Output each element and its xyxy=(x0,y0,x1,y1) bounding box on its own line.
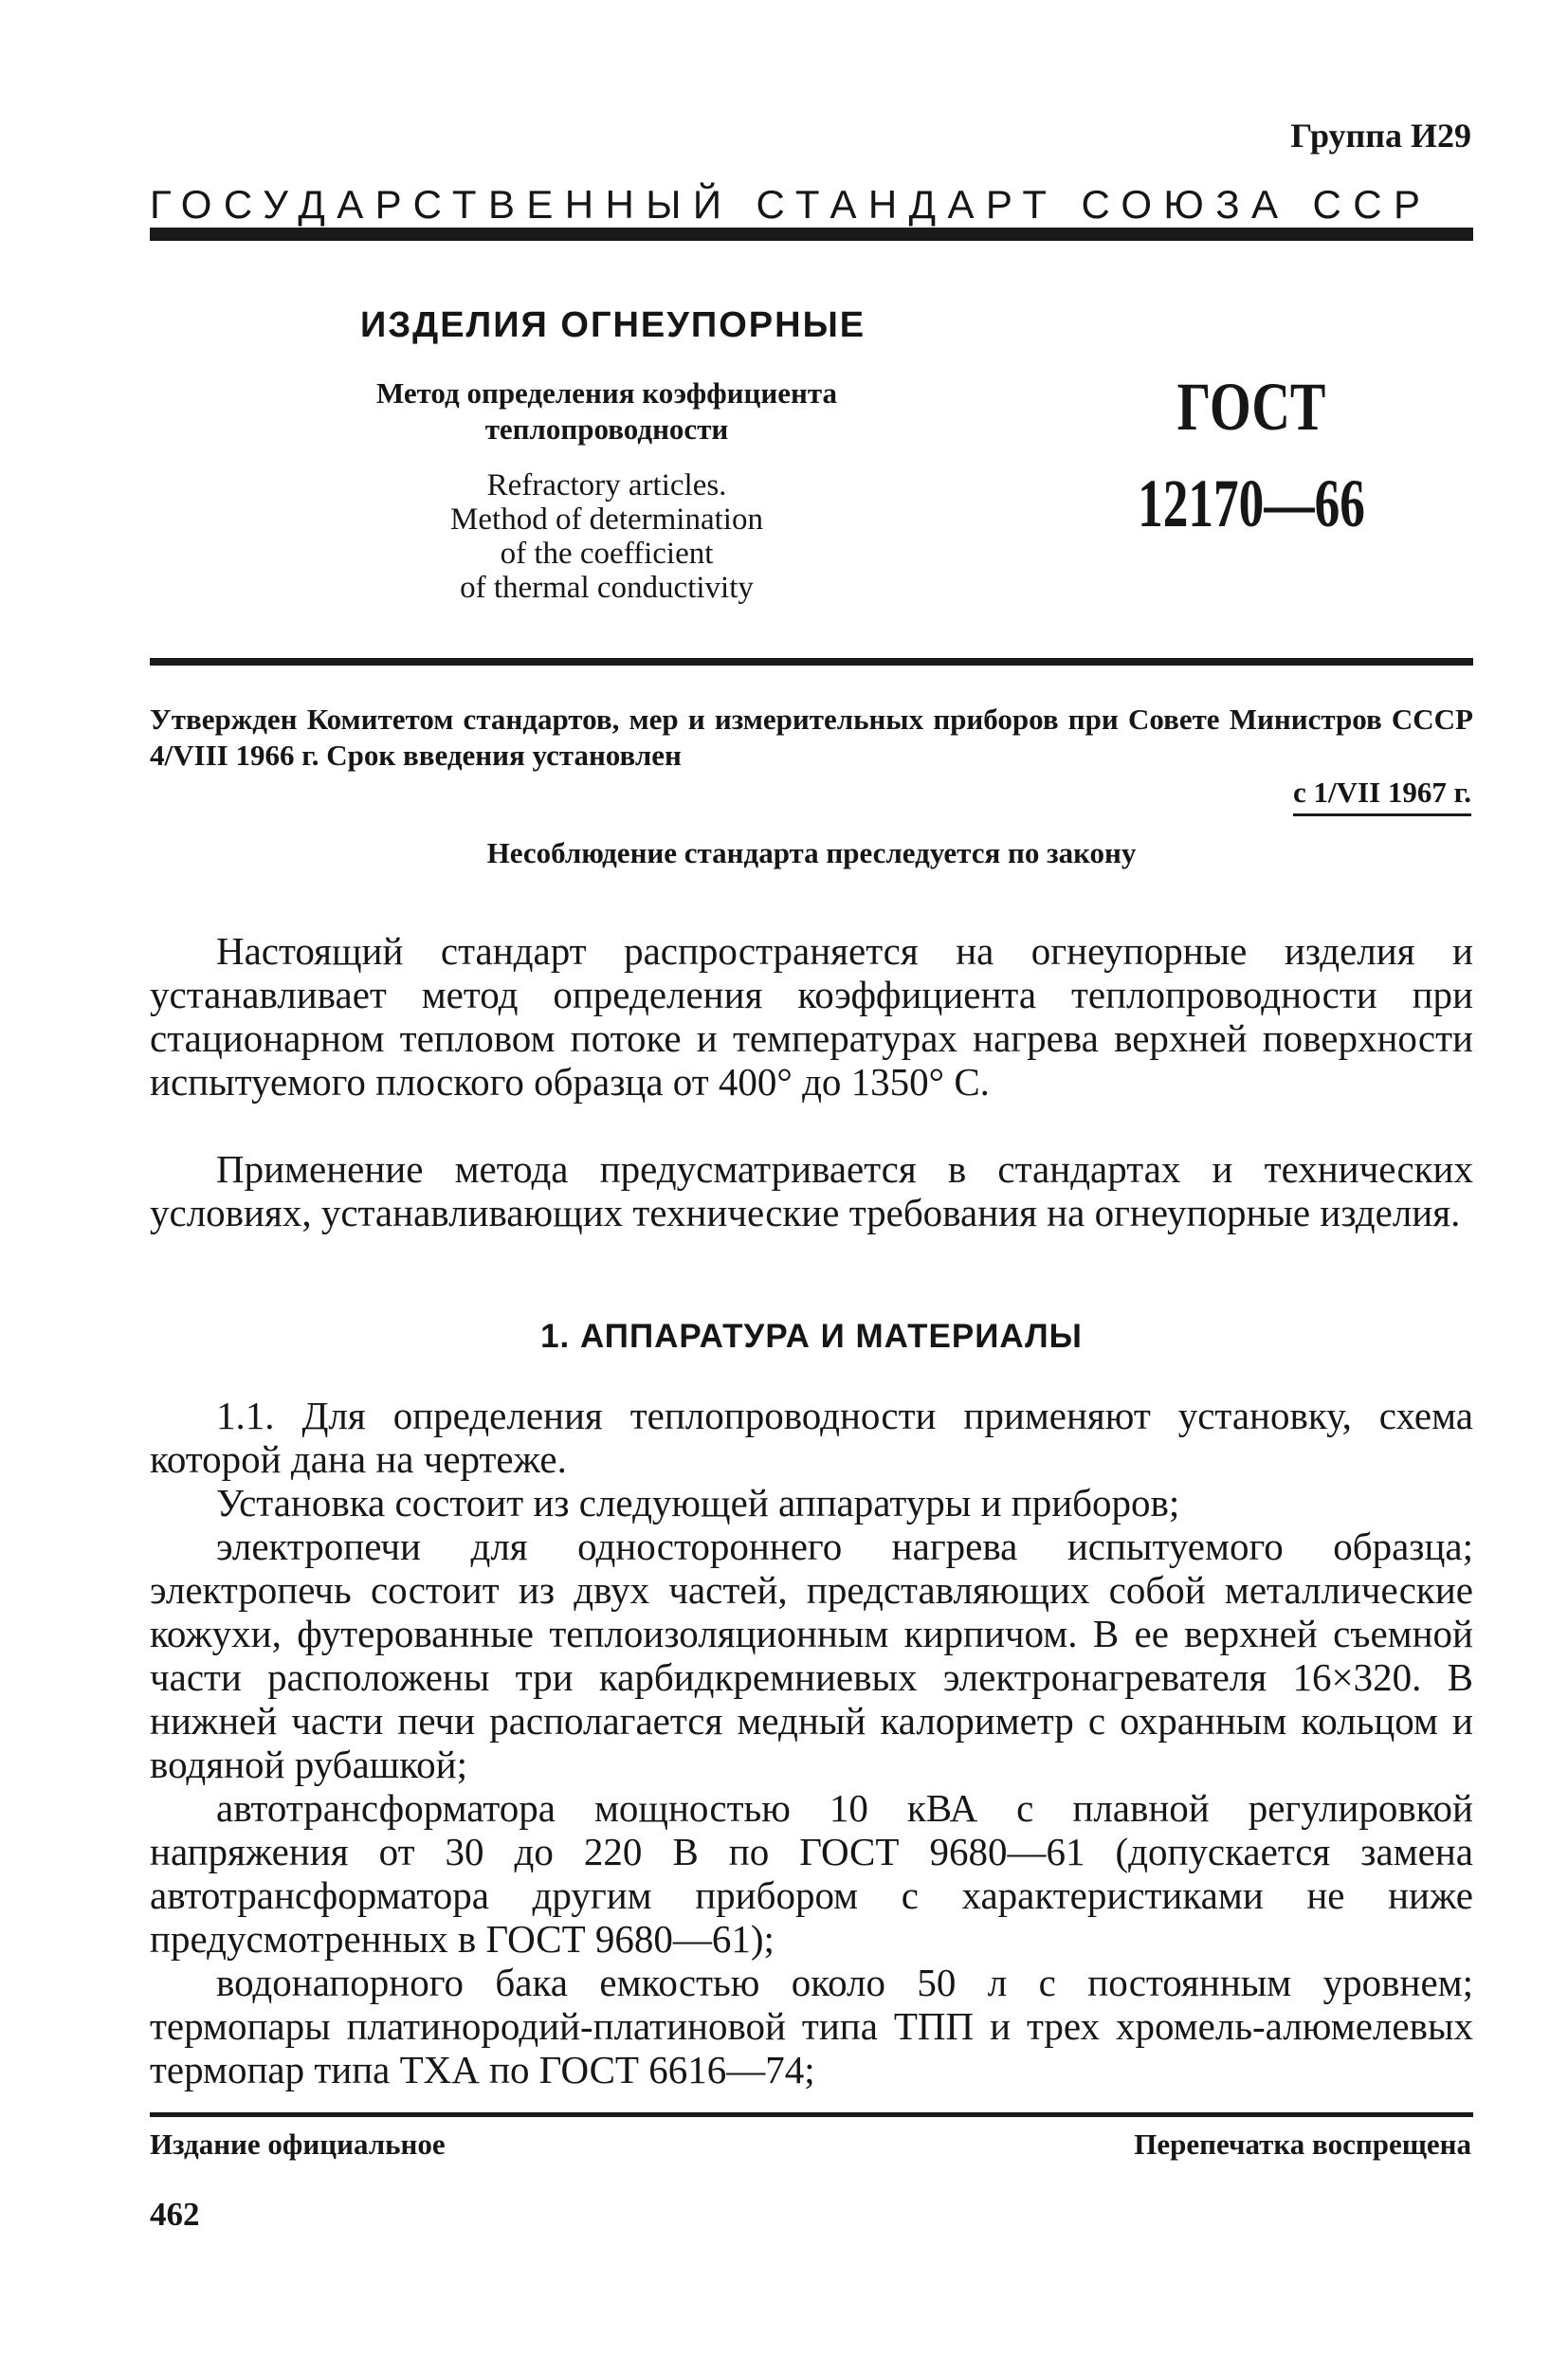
footer-rule xyxy=(150,2112,1473,2117)
legal-warning: Несоблюдение стандарта преследуется по закону xyxy=(486,836,1137,869)
standard-banner: ГОСУДАРСТВЕННЫЙ СТАНДАРТ СОЮЗА ССР xyxy=(150,182,1432,227)
page-number: 462 xyxy=(150,2196,200,2233)
subtitle-english xyxy=(237,468,976,605)
approval-statement: Утвержден Комитетом стандартов, мер и измерительных приборов при Совете Министров СССР 4/VIII 1966 г. Срок введения установлен xyxy=(150,703,1473,772)
subtitle-ru-line-1: Метод определения коэффициента xyxy=(375,376,837,410)
section-paragraph-3: электропечи для одностороннего нагрева испытуемого образца; электропечь состоит из двух частей, представляющих собой металлические кожухи, футерованные теплоизоляционным кирпичом. В ее верхней съемной части расположены три карбидкремниевых электронагревателя 16×320. В нижней части печи располагается медный калориметр с охранным кольцом и водяной рубашкой; xyxy=(150,1525,1473,1786)
section-paragraph-5: водонапорного бака емкостью около 50 л с постоянным уровнем; термопары платинородий-платиновой типа ТПП и трех хромель-алюмелевых термопар типа ТХА по ГОСТ 6616—74; xyxy=(150,1961,1473,2091)
section-heading: 1. АППАРАТУРА И МАТЕРИАЛЫ xyxy=(540,1318,1083,1355)
intro-paragraph-2: Применение метода предусматривается в стандартах и технических условиях, устанавливающих технические требования на огнеупорные изделия. xyxy=(150,1147,1473,1234)
subtitle-russian xyxy=(237,375,976,447)
section-paragraph-1: 1.1. Для определения теплопроводности применяют установку, схема которой дана на чертеже. xyxy=(150,1394,1473,1481)
edition-note: Издание официальное xyxy=(150,2127,446,2161)
intro-paragraph-1: Настоящий стандарт распространяется на огнеупорные изделия и устанавливает метод определения коэффициента теплопроводности при стационарном тепловом потоке и температурах нагрева верхней поверхности испытуемого плоского образца от 400° до 1350° С. xyxy=(150,929,1473,1104)
section-paragraph-4: автотрансформатора мощностью 10 кВА с плавной регулировкой напряжения от 30 до 220 В по ГОСТ 9680—61 (допускается замена автотрансформатора другим прибором с характеристиками не ниже предусмотренных в ГОСТ 9680—61); xyxy=(150,1786,1473,1961)
document-title: ИЗДЕЛИЯ ОГНЕУПОРНЫЕ xyxy=(360,305,866,345)
effective-date: с 1/VII 1967 г. xyxy=(1293,776,1471,816)
subtitle-en-line-1: Refractory articles. xyxy=(486,468,727,502)
section-paragraph-2: Установка состоит из следующей аппаратуры и приборов; xyxy=(216,1481,1180,1525)
header-rule xyxy=(150,228,1473,241)
subtitle-en-line-4: of thermal conductivity xyxy=(460,571,754,605)
gost-number: 12170—66 xyxy=(1138,466,1365,541)
group-code: Группа И29 xyxy=(1290,117,1471,155)
subtitle-en-line-2: Method of determination xyxy=(450,502,763,537)
subtitle-ru-line-2: теплопроводности xyxy=(484,412,729,446)
reprint-note: Перепечатка воспрещена xyxy=(1134,2127,1471,2161)
title-rule xyxy=(150,658,1473,666)
subtitle-en-line-3: of the coefficient xyxy=(500,537,714,571)
gost-label: ГОСТ xyxy=(1176,369,1326,445)
